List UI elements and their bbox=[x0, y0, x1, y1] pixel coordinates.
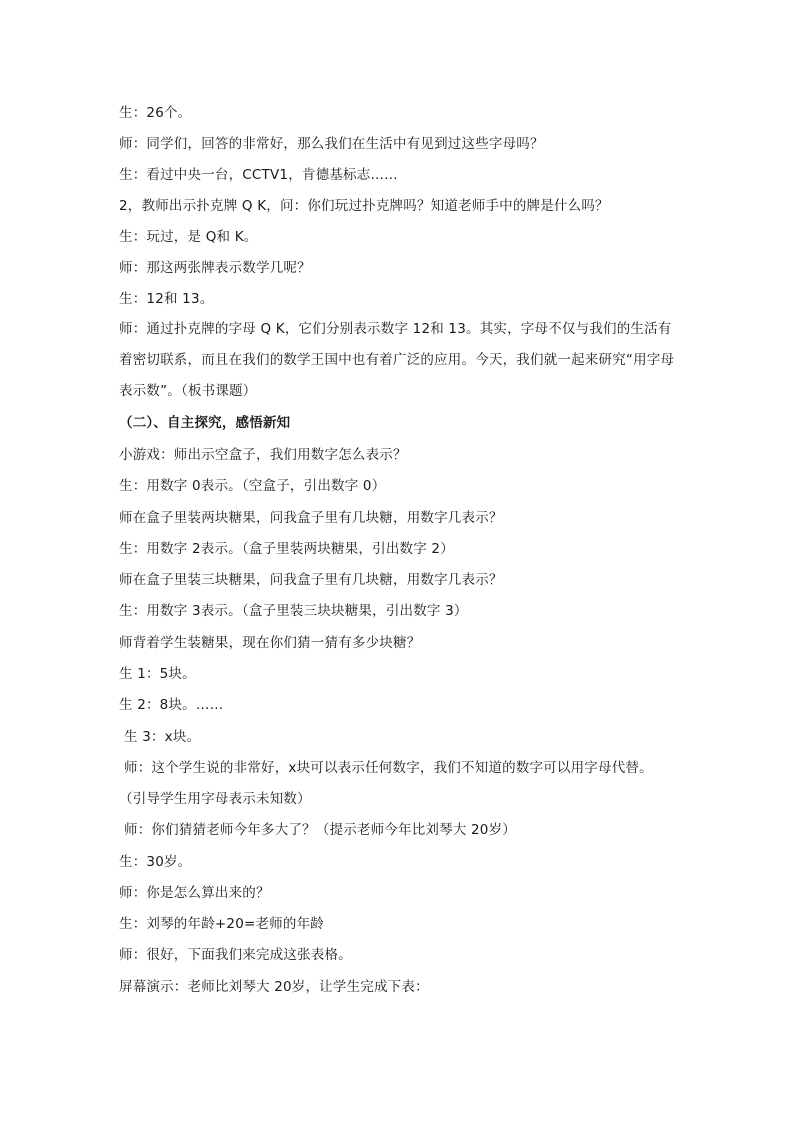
text-line: 生 2：8块。…… bbox=[119, 697, 224, 713]
text-line: 师：你是怎么算出来的？ bbox=[119, 885, 270, 901]
text-line: 师：你们猜猜老师今年多大了？（提示老师今年比刘琴大 20岁） bbox=[124, 822, 516, 838]
text-line: 生 3：x块。 bbox=[124, 729, 201, 745]
text-line: 生：用数字 2表示。（盒子里装两块糖果，引出数字 2） bbox=[119, 541, 454, 557]
text-line: 生：12和 13。 bbox=[119, 291, 214, 307]
text-line: 2，教师出示扑克牌 Q K，问：你们玩过扑克牌吗？知道老师手中的牌是什么吗？ bbox=[119, 198, 609, 214]
text-line: 小游戏：师出示空盒子，我们用数字怎么表示？ bbox=[119, 447, 407, 463]
text-line: 师：同学们，回答的非常好，那么我们在生活中有见到过这些字母吗？ bbox=[119, 136, 544, 152]
text-line: 师：这个学生说的非常好，x块可以表示任何数字，我们不知道的数字可以用字母代替。 bbox=[124, 760, 653, 776]
text-line: 生：玩过，是 Q和 K。 bbox=[119, 229, 258, 245]
text-line: 生：刘琴的年龄+20=老师的年龄 bbox=[119, 916, 325, 932]
section-heading: （二）、自主探究，感悟新知 bbox=[119, 415, 291, 431]
text-line: 屏幕演示：老师比刘琴大 20岁，让学生完成下表： bbox=[119, 979, 429, 995]
text-line: 生 1：5块。 bbox=[119, 666, 196, 682]
text-line: 师：很好，下面我们来完成这张表格。 bbox=[119, 947, 352, 963]
text-paragraph: 师：通过扑克牌的字母 Q K，它们分别表示数字 12和 13。其实，字母不仅与我们的生活有着密切联系，而且在我们的数学王国中也有着广泛的应用。今天，我们就一起来研究“用字母表示数”。（板书课题） bbox=[119, 321, 675, 399]
text-line: 生：26个。 bbox=[119, 105, 192, 121]
text-line: 师在盒子里装三块糖果，问我盒子里有几块糖，用数字几表示？ bbox=[119, 572, 503, 588]
text-line: 生：30岁。 bbox=[119, 854, 192, 870]
text-line: 师背着学生装糖果，现在你们猜一猜有多少块糖？ bbox=[119, 635, 421, 651]
text-line: 生：用数字 3表示。（盒子里装三块块糖果，引出数字 3） bbox=[119, 603, 468, 619]
text-line: 师在盒子里装两块糖果，问我盒子里有几块糖，用数字几表示？ bbox=[119, 510, 503, 526]
text-line: （引导学生用字母表示未知数） bbox=[119, 791, 311, 807]
text-line: 生：看过中央一台，CCTV1，肯德基标志…… bbox=[119, 167, 398, 183]
text-line: 师：那这两张牌表示数学几呢？ bbox=[119, 260, 311, 276]
text-line: 生：用数字 0表示。（空盒子，引出数字 0） bbox=[119, 478, 386, 494]
